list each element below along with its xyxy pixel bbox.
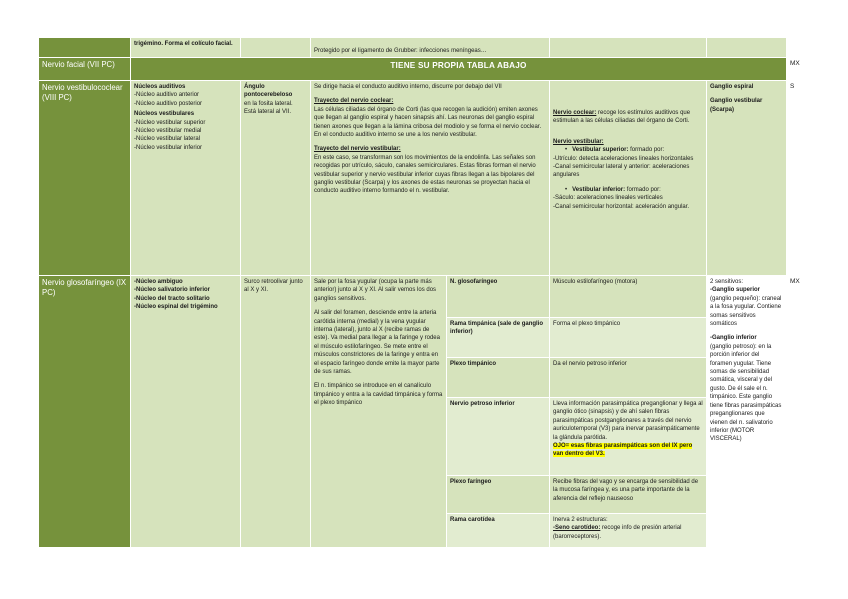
cell-glosso-ganglia (707, 276, 787, 548)
vestibular-course-title: Trayecto del nervio vestibular: (314, 146, 401, 153)
glosso-nucleus-item: -Núcleo ambiguo (134, 279, 183, 285)
facial-mark: MX (790, 60, 800, 67)
branch-function: Músculo estilofaríngeo (motora) (553, 279, 638, 285)
cell-glosso-nuclei (131, 276, 241, 548)
branch-name: Plexo faríngeo (450, 479, 492, 485)
cell-facial-banner (131, 58, 787, 81)
branch-function-highlight: OJO= esas fibras parasimpáticas son del IX pero van dentro del V3. (553, 443, 693, 458)
vestibulo-course-intro: Se dirige hacia el conducto auditivo interno, discurre por debajo del VII (314, 84, 502, 90)
ganglion-spiral: Ganglio espiral (710, 84, 754, 90)
vestibular-function-title: Nervio vestibular: (553, 138, 604, 145)
prev-nuclei-text: trigémino. Forma el colículo facial. (134, 41, 233, 47)
vestibular-nucleus-item: -Núcleo vestibular inferior (134, 144, 203, 151)
branch-function: Inerva 2 estructuras: (553, 517, 608, 523)
glosso-course-text: Al salir del foramen, desciende entre la arteria carótida interna (medial) y la vena yugular interna (lateral), junto al X (recibe ramas de este). Va medial para llegar a la faringe y rodea el músculo estilofaríngeo. Se mete entre el músculos constrictores de la faringe y entra en el espacio faríngeo donde emite la mayor parte de sus ramas. (314, 310, 440, 376)
cell-glosso-course (311, 276, 447, 548)
vestibular-superior-item: -Canal semicircular lateral y anterior: aceleraciones angulares (553, 164, 690, 179)
cell-glosso-mark (787, 276, 809, 548)
cochlear-course-title: Trayecto del nervio coclear: (314, 98, 394, 105)
glosso-ganglion-superior-title: -Ganglio superior (710, 287, 761, 294)
cell-vestibulo-ganglia (707, 81, 787, 276)
auditory-nuclei-title: Núcleos auditivos (134, 84, 186, 90)
document-table (38, 37, 808, 548)
cell-vestibulo-function: Nervio coclear: recoge los estímulos auditivos que estimulan a las células ciliadas del órgano de Corti. Nervio vestibular: • Vestibular superior: formado por: -Utrículo: detecta aceleraciones lineales horizontales -Canal semicircular lateral y anterior: aceleraciones angulares • Vestibular inferior: formado por: -Sáculo: aceleraciones lineales verticales -Canal semicircular horizontal: aceleración angular. (550, 81, 707, 276)
branch-function: Forma el plexo timpánico (553, 321, 621, 327)
auditory-nucleus-item: -Núcleo auditivo anterior (134, 92, 200, 99)
glosso-name: Nervio glosofaríngeo (IX PC) (42, 278, 127, 297)
cell-branch-name (447, 476, 550, 514)
vestibular-nucleus-item: -Núcleo vestibular superior (134, 119, 206, 126)
glosso-ganglia-intro: 2 sensitivos: (710, 279, 744, 285)
cell-branch-function (550, 318, 707, 358)
glosso-nucleus-item: -Núcleo del tracto solitario (134, 295, 210, 302)
cell-prev-mark (787, 38, 809, 58)
cell-vestibulo-name (39, 81, 131, 276)
branch-function-tail: recoge info de presión arterial (barorreceptores). (553, 525, 682, 540)
cell-prev-nuclei (131, 38, 241, 58)
cell-branch-name (447, 318, 550, 358)
vestibulo-mark: S (790, 83, 795, 90)
glosso-ganglion-inferior-title: -Ganglio inferior (710, 335, 757, 342)
cochlear-function-title: Nervio coclear: (553, 110, 597, 116)
vestibular-inferior-text: formado por: (626, 186, 661, 193)
branch-function: Da el nervio petroso inferior (553, 361, 627, 367)
vestibular-inferior-item: -Canal semicircular horizontal: aceleración angular. (553, 203, 690, 210)
vestibular-course-text: En este caso, se transforman son los movimientos de la endolinfa. Las señales son recogidas por utrículo, sáculo, canales semicirculares. Estas fibras forman el nervio vestibular superior y nervio vestibular inferior cuyas fibras llegan a las bipolares del ganglio vestibular (Scarpa) y los axones de estas neuronas se proyectan hacia el conducto auditivo interno formando el n. vestibular. (314, 154, 536, 195)
vestibular-superior-title: Vestibular superior: (572, 147, 629, 154)
cell-branch-name (447, 276, 550, 318)
cell-branch-function (550, 476, 707, 514)
facial-banner-text: TIENE SU PROPIA TABLA ABAJO (390, 61, 527, 70)
glosso-ganglion-inferior-text: (ganglio petroso): en la porción inferior del foramen yugular. Tiene somas de sensibilidad somática, visceral y del gusto. De él sale el n. timpánico. Este ganglio tiene fibras parasimpáticas preganglionares que vienen del n. salivatorio inferior (MOTOR VISCERAL) (710, 343, 782, 443)
cell-vestibulo-mark (787, 81, 809, 276)
glosso-ganglion-superior-text: (ganglio pequeño): craneal a la fosa yugular. Contiene somas sensitivos somáticos (710, 295, 782, 328)
cell-facial-name (39, 58, 131, 81)
vestibular-nucleus-item: -Núcleo vestibular lateral (134, 136, 201, 143)
cell-glosso-origin (241, 276, 311, 548)
vestibular-superior-item: -Utrículo: detecta aceleraciones lineales horizontales (553, 155, 694, 162)
cochlear-course-text: Las células ciliadas del órgano de Corti (las que recogen la audición) emiten axones que llegan al ganglio espiral y hacen sinapsis ahí. Las neuronas del ganglio espiral tienen axones que llegan a la lámina cribosa del modiolo y se forma el nervio coclear. En el conducto auditivo interno se une a los nervio vestibular. (314, 106, 542, 139)
cell-branch-name (447, 514, 550, 548)
cell-branch-function (550, 398, 707, 476)
vestibular-nuclei-title: Núcleos vestibulares (134, 111, 195, 118)
branch-name: Plexo timpánico (450, 361, 497, 367)
cell-branch-function (550, 514, 707, 548)
cell-branch-name (447, 398, 550, 476)
table-row-previous (39, 38, 809, 58)
cell-vestibulo-nuclei (131, 81, 241, 276)
cell-vestibulo-origin (241, 81, 311, 276)
vestibulo-name: Nervio vestibulococlear (VIII PC) (42, 83, 123, 102)
cell-branch-function (550, 276, 707, 318)
table-row-glosso-1 (39, 276, 809, 318)
vestibulo-origin-text: en la fosita lateral. (244, 100, 293, 107)
cell-facial-mark (787, 58, 809, 81)
vestibulo-origin-text: Está lateral al VII. (244, 109, 292, 116)
glosso-nucleus-item: -Núcleo salivatorio inferior (134, 287, 211, 294)
branch-function: Recibe fibras del vago y se encarga de sensibilidad de la mucosa faríngea y, es una parte importante de la aferencia del reflejo nauseoso (553, 479, 699, 502)
cell-prev-function (550, 38, 707, 58)
vestibular-inferior-item: -Sáculo: aceleraciones lineales verticales (553, 195, 663, 202)
glosso-nucleus-item: -Núcleo espinal del trigémino (134, 304, 218, 311)
cell-prev-course (311, 38, 550, 58)
glosso-mark: MX (790, 278, 800, 285)
vestibular-superior-text: formado por: (630, 147, 665, 154)
vestibular-inferior-title: Vestibular inferior: (572, 186, 626, 193)
cell-prev-name (39, 38, 131, 58)
vestibulo-origin-title: Ángulo pontocerebeloso (244, 84, 293, 99)
branch-name: Rama timpánica (sale de ganglio inferior) (450, 321, 544, 336)
table-row-vestibulocochlear (39, 81, 809, 276)
glosso-course-text: Sale por la fosa yugular (ocupa la parte más anterior) junto al X y XI. Al salir vemos los dos ganglios sensitivos. (314, 279, 437, 302)
table-row-facial (39, 58, 809, 81)
glosso-course-text: El n. timpánico se introduce en el canalículo timpánico y entra a la cavidad timpánica y forma el plexo timpánico (314, 383, 443, 407)
vestibular-nucleus-item: -Núcleo vestibular medial (134, 128, 202, 135)
branch-function: Lleva información parasimpática preganglionar y llega al ganglio ótico (sinapsis) y de ahí salen fibras parasimpáticas postganglionares a través del nervio auriculotemporal (V3) para inervar parasimpáticamente la glándula parótida. (553, 401, 703, 441)
cell-branch-function (550, 358, 707, 398)
cranial-nerves-table (38, 37, 809, 548)
branch-name: Rama carotídea (450, 517, 495, 523)
cell-glosso-name (39, 276, 131, 548)
branch-name: N. glosofaríngeo (450, 279, 498, 285)
branch-name: Nervio petroso inferior (450, 401, 515, 407)
cell-prev-ganglia (707, 38, 787, 58)
cochlear-function-text: recoge los estímulos auditivos que estimulan a las células ciliadas del órgano de Corti. (553, 110, 691, 125)
glosso-origin: Surco retroolivar junto al X y XI. (244, 279, 303, 294)
cell-vestibulo-course (311, 81, 550, 276)
facial-name: Nervio facial (VII PC) (42, 60, 115, 69)
branch-function-underlined: -Seno carotídeo: (553, 525, 601, 532)
auditory-nucleus-item: -Núcleo auditivo posterior (134, 100, 203, 107)
cell-prev-origin (241, 38, 311, 58)
prev-course-text: Protegido por el ligamento de Grubber: infecciones meníngeas… (314, 47, 487, 54)
cell-branch-name (447, 358, 550, 398)
ganglion-vestibular: Ganglio vestibular (Scarpa) (710, 98, 763, 113)
